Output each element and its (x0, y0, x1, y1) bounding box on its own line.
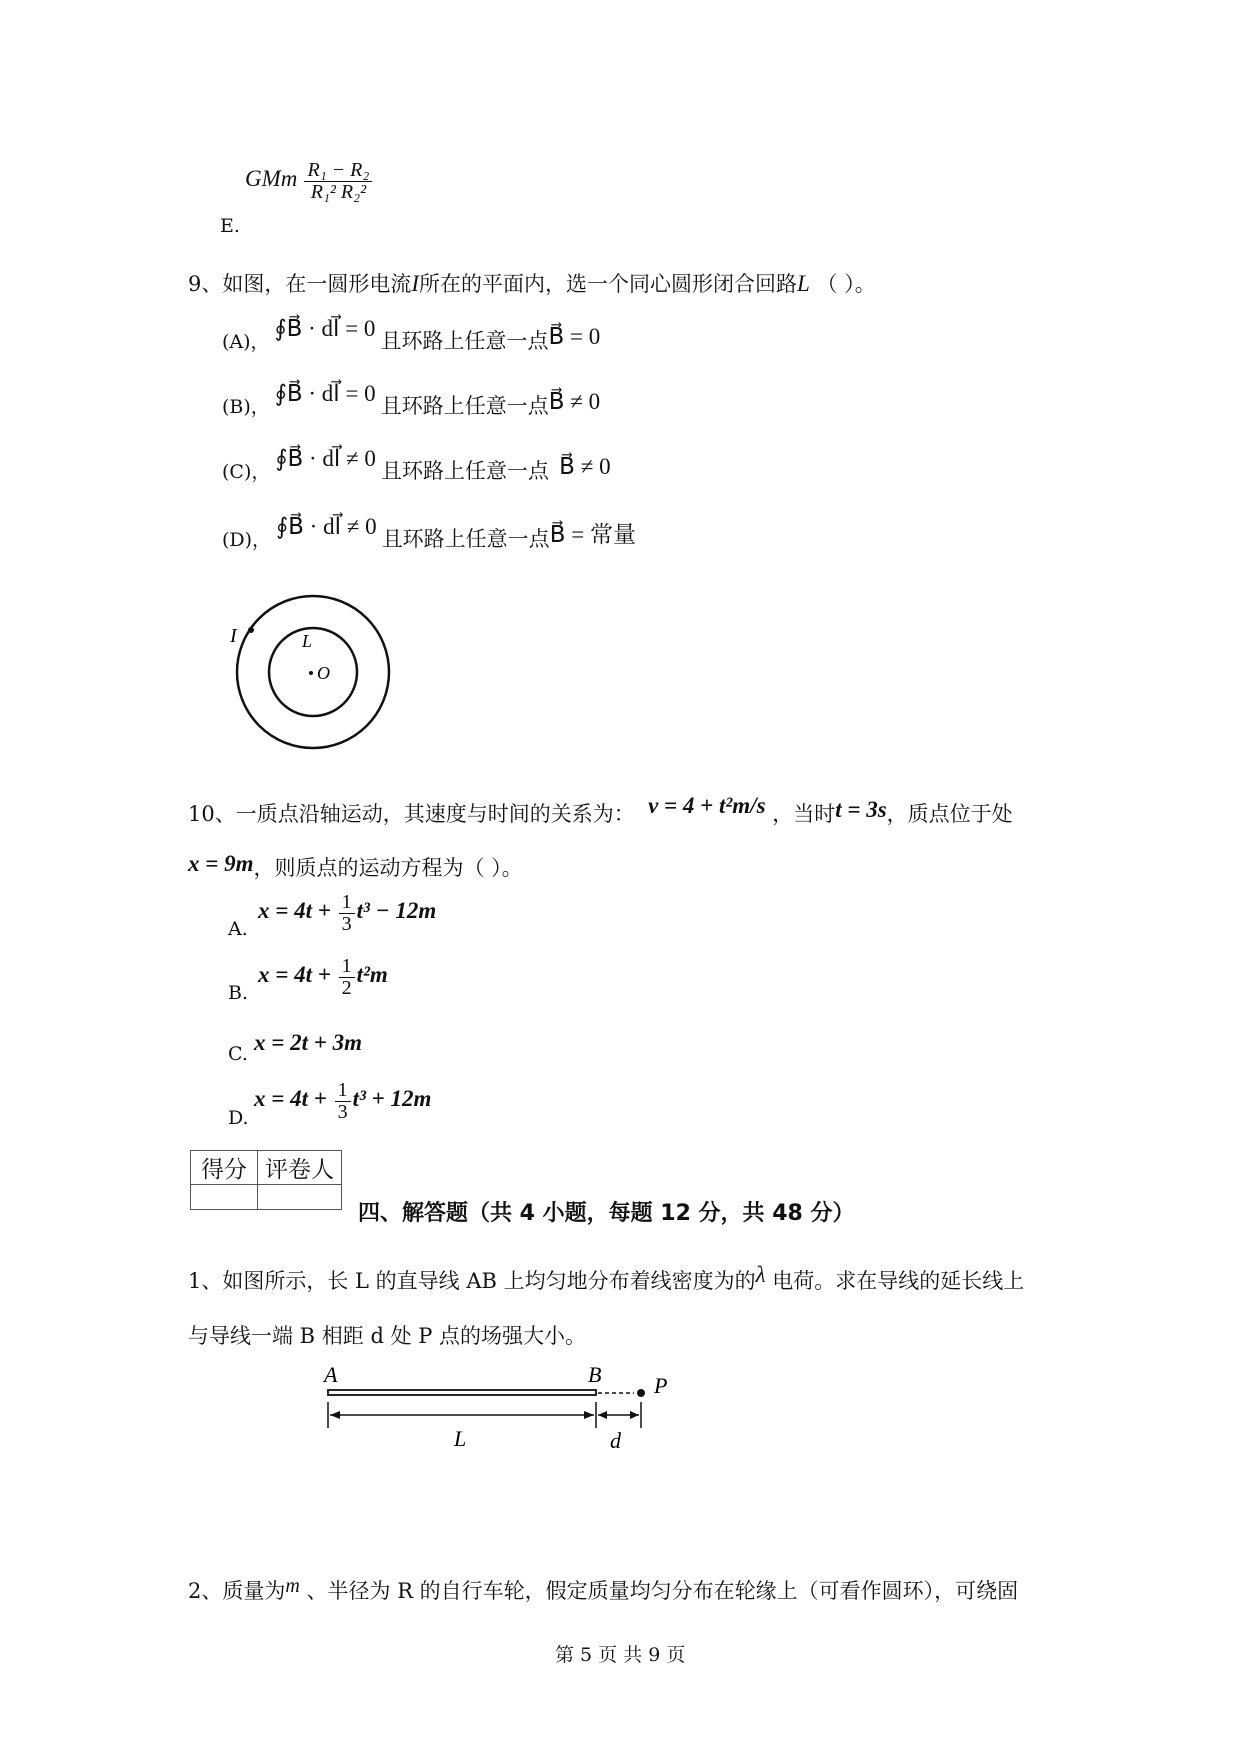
score-table-header-score: 得分 (191, 1151, 258, 1185)
arrow-head-left (330, 1411, 340, 1419)
figure-label-i: I (230, 625, 237, 647)
option-e-label: E. (220, 215, 240, 237)
q9-loop-symbol: L (797, 271, 810, 296)
q9-stem-part-c: （ ）。 (816, 272, 876, 296)
label-a: A (324, 1362, 338, 1387)
q10-option-a (258, 892, 436, 935)
option-label: (D)， (222, 529, 272, 551)
q10-option-c (254, 1030, 362, 1056)
q10-line1-part-a: 10、一质点沿轴运动，其速度与时间的关系为： (188, 802, 635, 826)
q10-line1-part-c: ，质点位于处 (886, 802, 1013, 826)
label-l: L (454, 1426, 467, 1451)
p2-mass-symbol: m (285, 1575, 300, 1597)
equation-text: x = 2t + 3m (254, 1030, 362, 1055)
score-table (190, 1150, 342, 1210)
page-footer: 第 5 页 共 9 页 (555, 1644, 686, 1666)
fraction-denominator: 3 (341, 913, 352, 935)
equation-prefix: x = 4t + (258, 898, 337, 923)
equation-prefix: x = 4t + (258, 962, 337, 987)
integral-expression: ∮B⃗ · dl⃗ = 0 (274, 381, 376, 406)
q9-stem-part-a: 9、如图，在一圆形电流 (188, 272, 412, 296)
option-label: (B)， (222, 396, 270, 418)
p1-lambda-symbol: λ (755, 1262, 766, 1287)
integral-expression: ∮B⃗ · dl⃗ ≠ 0 (275, 446, 376, 471)
fraction-numerator: 1 (335, 1080, 351, 1102)
option-label: (C)， (222, 461, 271, 483)
option-text: 且环路上任意一点 (380, 329, 549, 353)
p2-line1 (188, 1575, 1018, 1605)
equation-fraction (339, 892, 355, 935)
q9-current-symbol: I (411, 271, 420, 296)
q10-line1 (188, 793, 1013, 828)
section-4-title: 四、解答题（共 4 小题，每题 12 分，共 48 分） (358, 1201, 855, 1226)
q9-option-a (222, 316, 601, 355)
arrow-head-d-left (598, 1411, 607, 1419)
equation-fraction (335, 1080, 351, 1123)
figure-label-o: O (317, 663, 330, 683)
fraction-denominator: 2 (341, 977, 352, 999)
formula-prefix: GMm (245, 166, 298, 191)
figure-label-l: L (302, 631, 313, 651)
label-p: P (654, 1373, 668, 1398)
option-e-formula (245, 160, 374, 203)
field-expression: B⃗ ≠ 0 (559, 454, 611, 479)
field-expression: B⃗ ≠ 0 (548, 389, 601, 414)
q10-option-c-label: C. (228, 1043, 248, 1065)
q10-option-b (258, 956, 388, 999)
arrow-head-right (584, 1411, 594, 1419)
equation-fraction (339, 956, 355, 999)
p1-line1-part-b: 电荷。求在导线的延长线上 (772, 1269, 1025, 1293)
fraction-numerator: 1 (339, 892, 355, 914)
grader-cell[interactable] (258, 1185, 342, 1210)
integral-expression: ∮B⃗ · dl⃗ = 0 (274, 316, 376, 341)
q9-figure-concentric-circles (220, 585, 400, 755)
arrow-head-d-right (630, 1411, 639, 1419)
q10-velocity-expression: v = 4 + t²m/s (648, 793, 766, 818)
q10-line1-part-b: ，当时 (772, 802, 836, 826)
fraction-numerator: 1 (339, 956, 355, 978)
fraction-numerator: R₁ − R₂ (304, 160, 372, 182)
score-table-header-grader: 评卷人 (258, 1151, 342, 1185)
equation-suffix: t³ − 12m (356, 898, 437, 923)
label-b: B (588, 1362, 602, 1387)
fraction-denominator: 3 (337, 1101, 348, 1123)
q9-stem (188, 268, 876, 298)
option-text: 且环路上任意一点 (381, 527, 550, 551)
q9-option-b (222, 381, 601, 420)
q10-option-a-label: A. (228, 918, 248, 940)
p1-line1-part-a: 1、如图所示，长 L 的直导线 AB 上均匀地分布着线密度为的 (188, 1269, 756, 1293)
score-cell[interactable] (191, 1185, 258, 1210)
q10-option-b-label: B. (228, 982, 249, 1004)
outer-current-circle (237, 596, 389, 748)
q10-position-expression: x = 9m (188, 851, 254, 876)
option-text: 且环路上任意一点 (380, 394, 549, 418)
integral-expression: ∮B⃗ · dl⃗ ≠ 0 (276, 514, 377, 539)
fraction-denominator: R₁² R₂² (310, 181, 367, 203)
wire-ab (328, 1390, 596, 1395)
option-label: (A)， (222, 331, 270, 353)
label-d: d (610, 1428, 621, 1453)
q9-stem-part-b: 所在的平面内，选一个同心圆形闭合回路 (419, 272, 798, 296)
q10-option-d-label: D. (228, 1107, 249, 1129)
q9-option-d (222, 514, 636, 553)
p1-line1 (188, 1262, 1025, 1295)
formula-fraction (304, 160, 372, 203)
p2-line1-part-b: 、半径为 R 的自行车轮，假定质量均匀分布在轮缘上（可看作圆环），可绕固 (306, 1579, 1019, 1603)
equation-suffix: t³ + 12m (352, 1086, 432, 1111)
p1-line2: 与导线一端 B 相距 d 处 P 点的场强大小。 (188, 1324, 587, 1348)
p1-figure-wire (318, 1360, 678, 1460)
center-dot (309, 671, 313, 675)
q10-line2 (188, 852, 523, 882)
option-text: 且环路上任意一点 (381, 459, 549, 483)
inner-loop-circle (269, 628, 357, 716)
equation-prefix: x = 4t + (254, 1086, 333, 1111)
q10-line2-text: ，则质点的运动方程为（ ）。 (253, 856, 523, 880)
current-marker-dot (248, 627, 254, 633)
point-p-dot (637, 1389, 645, 1397)
q10-time-expression: t = 3s (835, 797, 887, 822)
q9-option-c (222, 446, 611, 485)
field-expression: B⃗ = 常量 (549, 522, 636, 547)
p2-line1-part-a: 2、质量为 (188, 1579, 286, 1603)
field-expression: B⃗ = 0 (548, 324, 601, 349)
q10-option-d (254, 1080, 431, 1123)
equation-suffix: t²m (356, 962, 388, 987)
